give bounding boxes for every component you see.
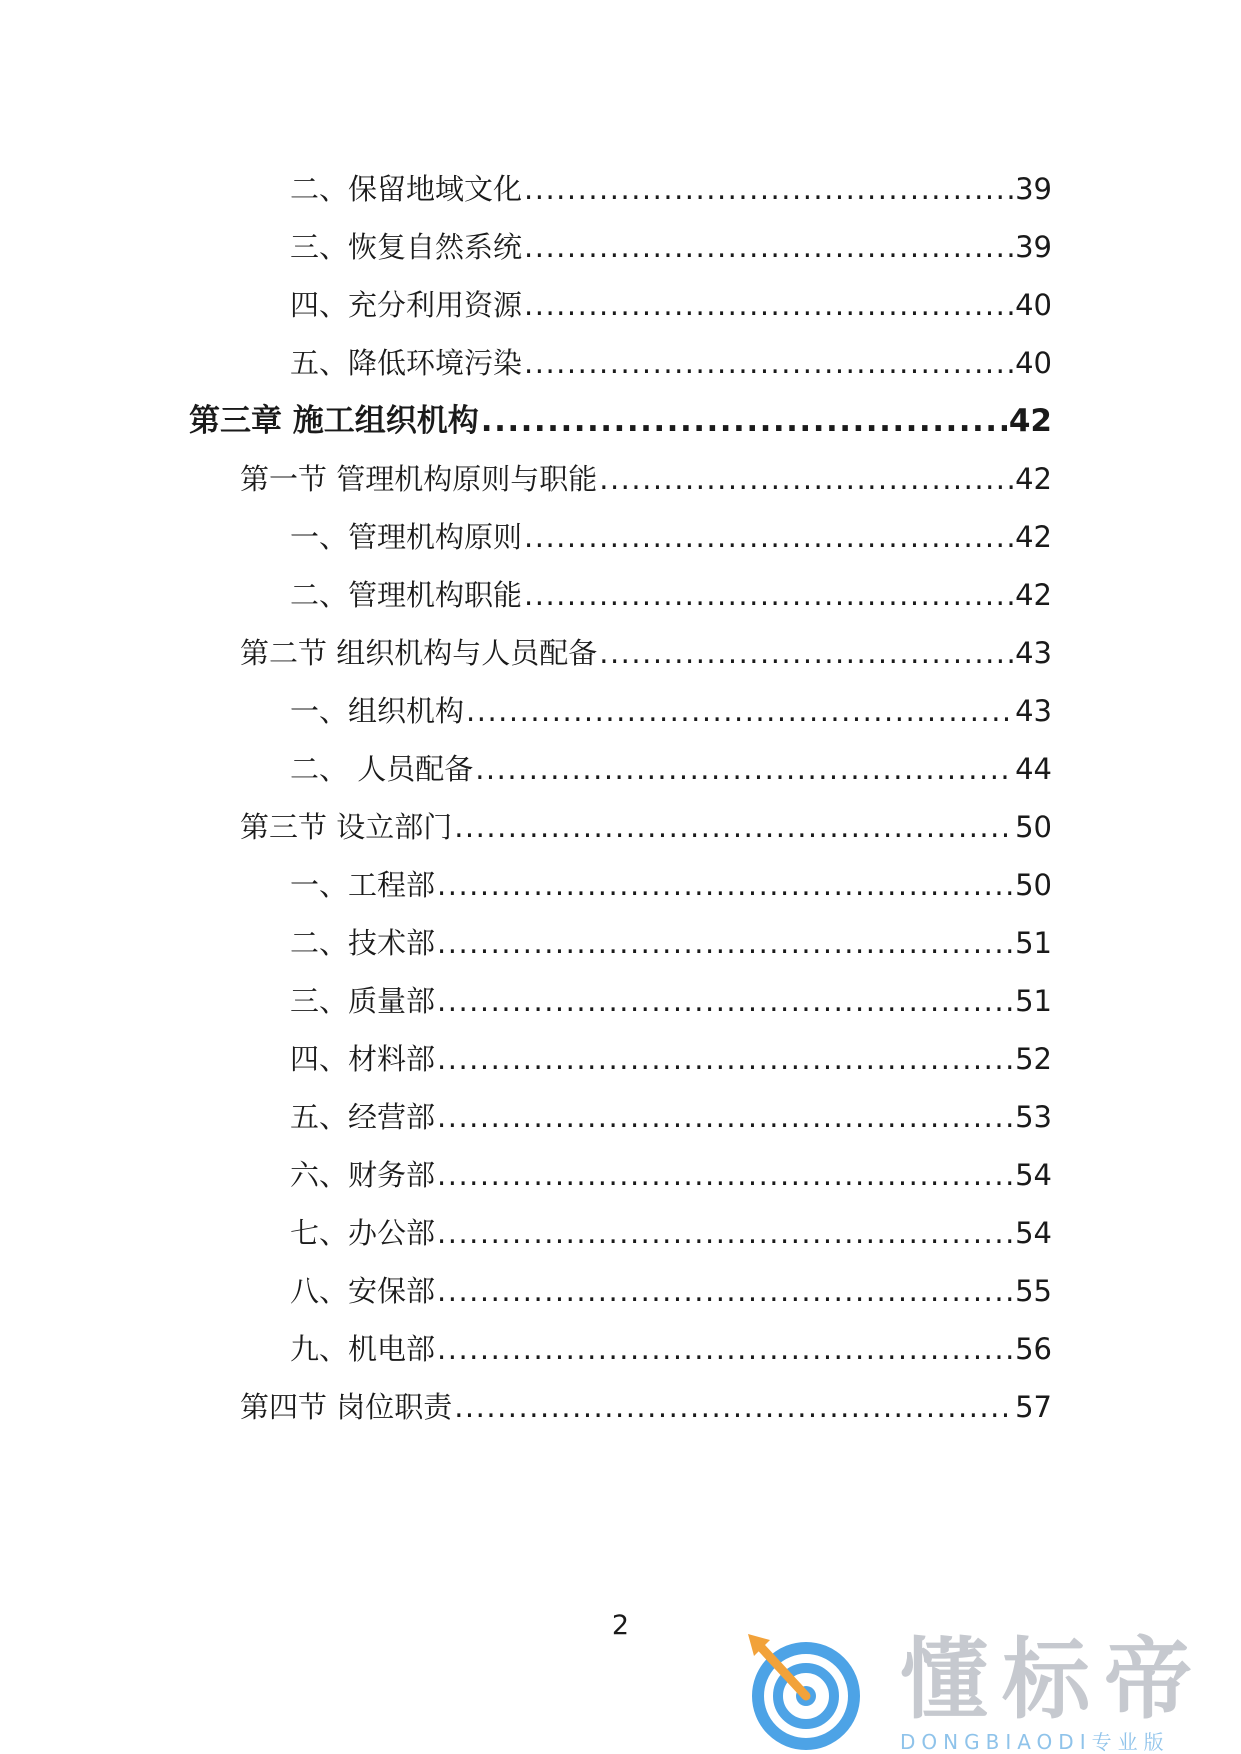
toc-leader-dots [437,1209,1013,1257]
toc-entry-title: 一、工程部 [290,868,436,902]
toc-entry[interactable] [290,1325,1052,1373]
toc-leader-dots [437,1267,1013,1315]
toc-leader-dots [524,165,1013,213]
toc-entry-page: 42 [1008,403,1052,439]
toc-leader-dots [524,281,1013,329]
toc-leader-dots [475,745,1013,793]
toc-leader-dots [454,803,1013,851]
toc-entry-title: 二、技术部 [290,926,436,960]
toc-entry-title: 九、机电部 [290,1332,436,1366]
toc-entry-page: 40 [1015,288,1052,322]
toc-entry-title: 五、经营部 [290,1100,436,1134]
toc-entry-title: 三、恢复自然系统 [290,230,523,264]
toc-entry[interactable] [290,1151,1052,1199]
toc-entry-title: 五、降低环境污染 [290,346,523,380]
toc-entry-page: 40 [1015,346,1052,380]
toc-entry[interactable] [290,977,1052,1025]
toc-leader-dots [599,455,1013,503]
toc-leader-dots [437,1325,1013,1373]
toc-entry-page: 43 [1015,636,1052,670]
toc-entry-title: 四、充分利用资源 [290,288,523,322]
watermark-subtitle: DONGBIAODI专业版 [900,1730,1170,1754]
toc-leader-dots [524,339,1013,387]
toc-entry-title: 第一节 管理机构原则与职能 [240,462,598,496]
toc-entry-page: 54 [1015,1216,1052,1250]
toc-leader-dots [437,1151,1013,1199]
toc-entry-title: 八、安保部 [290,1274,436,1308]
toc-entry-title: 六、财务部 [290,1158,436,1192]
toc-leader-dots [466,687,1013,735]
toc-entry-page: 54 [1015,1158,1052,1192]
toc-entry-page: 42 [1015,578,1052,612]
toc-leader-dots [599,629,1013,677]
toc-entry[interactable] [290,513,1052,561]
toc-entry-title: 三、质量部 [290,984,436,1018]
toc-leader-dots [437,1093,1013,1141]
toc-entry-page: 50 [1015,868,1052,902]
toc-entry[interactable] [290,861,1052,909]
toc-entry-title: 二、 人员配备 [290,752,474,786]
toc-entry[interactable] [290,687,1052,735]
toc-leader-dots [524,223,1013,271]
toc-entry-title: 二、管理机构职能 [290,578,523,612]
toc-entry-title: 第二节 组织机构与人员配备 [240,636,598,670]
toc-entry-page: 39 [1015,230,1052,264]
toc-entry-title: 二、保留地域文化 [290,172,523,206]
toc-entry-page: 42 [1015,520,1052,554]
toc-entry[interactable] [290,223,1052,271]
watermark-brand: 懂标帝 [900,1628,1207,1731]
toc-entry[interactable] [290,339,1052,387]
page-number: 2 [611,1610,630,1641]
toc-entry-page: 42 [1015,462,1052,496]
toc-entry-page: 57 [1015,1390,1052,1424]
toc-section-entry[interactable] [240,629,1052,677]
toc-entry-page: 43 [1015,694,1052,728]
toc-entry[interactable] [290,165,1052,213]
toc-entry-title: 第四节 岗位职责 [240,1390,453,1424]
toc-entry-title: 一、管理机构原则 [290,520,523,554]
toc-entry[interactable] [290,1209,1052,1257]
toc-entry-page: 39 [1015,172,1052,206]
toc-entry-page: 51 [1015,926,1052,960]
toc-entry-title: 第三节 设立部门 [240,810,453,844]
toc-leader-dots [437,919,1013,967]
toc-leader-dots [437,861,1013,909]
toc-entry-title: 一、组织机构 [290,694,465,728]
toc-entry[interactable] [290,745,1052,793]
toc-entry-page: 52 [1015,1042,1052,1076]
toc-entry-page: 50 [1015,810,1052,844]
toc-entry-title: 七、办公部 [290,1216,436,1250]
watermark-logo [740,1630,1220,1754]
toc-leader-dots [437,977,1013,1025]
toc-entry-page: 51 [1015,984,1052,1018]
toc-entry[interactable] [290,1035,1052,1083]
toc-leader-dots [524,513,1013,561]
toc-chapter-entry[interactable] [189,397,1052,445]
toc-entry-title: 第三章 施工组织机构 [189,403,479,439]
toc-leader-dots [454,1383,1013,1431]
toc-entry-title: 四、材料部 [290,1042,436,1076]
toc-entry[interactable] [290,1093,1052,1141]
toc-leader-dots [481,397,1007,445]
toc-entry[interactable] [290,919,1052,967]
toc-entry-page: 53 [1015,1100,1052,1134]
toc-entry[interactable] [290,571,1052,619]
toc-section-entry[interactable] [240,1383,1052,1431]
toc-section-entry[interactable] [240,455,1052,503]
toc-leader-dots [437,1035,1013,1083]
toc-entry-page: 44 [1015,752,1052,786]
toc-leader-dots [524,571,1013,619]
target-arrow-icon [740,1630,870,1754]
toc-entry-page: 55 [1015,1274,1052,1308]
toc-section-entry[interactable] [240,803,1052,851]
toc-entry[interactable] [290,1267,1052,1315]
toc-entry-page: 56 [1015,1332,1052,1366]
toc-entry[interactable] [290,281,1052,329]
